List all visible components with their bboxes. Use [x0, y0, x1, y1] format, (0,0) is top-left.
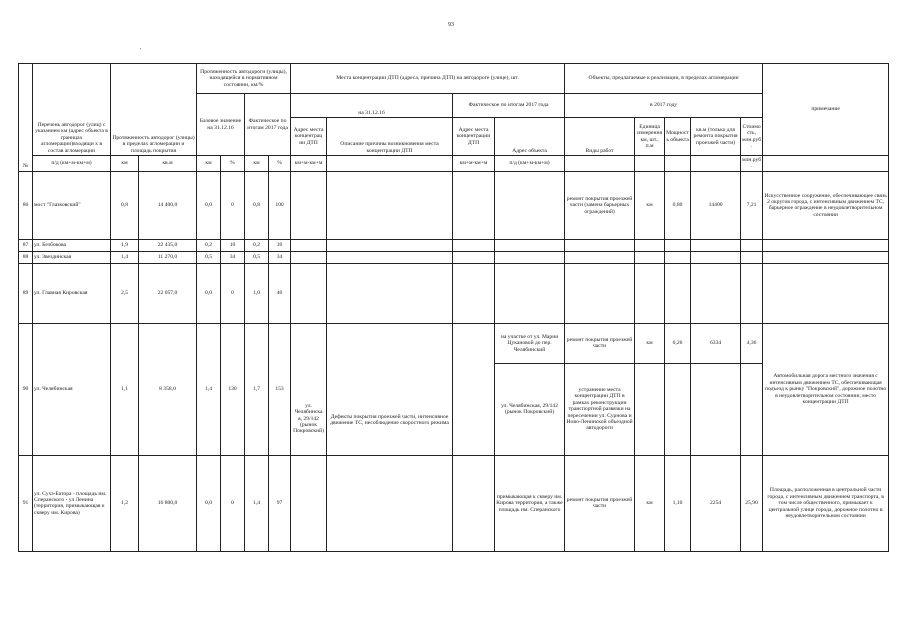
- row-fact-pct: 153: [269, 323, 291, 455]
- header-year2017: в 2017 году: [565, 94, 763, 118]
- header-dtp-group: Места концентрации ДТП (адреса, причина ДТП) на автодороге (улице), шт.: [291, 64, 565, 94]
- row-works: ремонт покрытия проезжей части (замена барьерных ограждений): [565, 171, 635, 239]
- unit-pd: п/д (км+м-км+м): [33, 156, 111, 172]
- header-objects-group: Объекты, предлагаемые к реализации, в пределах агломерации: [565, 64, 763, 94]
- row-sqm: 6334: [691, 323, 741, 363]
- header-note: примечание: [763, 64, 889, 156]
- row-area: 22 435,0: [139, 239, 197, 251]
- header-addr-dtp2: Адрес места концентрации ДТП: [453, 118, 495, 156]
- row-dtp-addr: [291, 455, 327, 551]
- row-dtp-addr2: [453, 455, 495, 551]
- header-unit: Единица измерения км, шт., п.м: [635, 118, 665, 156]
- header-obj-addr: Адрес объекта: [495, 118, 565, 156]
- header-addr-dtp: Адрес места концентрац ии ДТП: [291, 118, 327, 156]
- row-num: 88: [19, 251, 33, 263]
- table-row: [19, 263, 889, 323]
- unit-empty: [565, 156, 635, 172]
- unit-empty: [763, 156, 889, 172]
- header-on-date: на 31.12.16: [291, 94, 453, 118]
- row-length: 1,2: [111, 455, 139, 551]
- row-num: 86: [19, 171, 33, 239]
- row-num: 87: [19, 239, 33, 251]
- road-objects-table: [18, 63, 889, 552]
- row-sqm: [691, 363, 741, 455]
- row-fact-pct: 100: [269, 171, 291, 239]
- row-fact-km: 1,4: [245, 455, 269, 551]
- header-km-repair: кв.м (только для ремонта покрытия проезжей части): [691, 118, 741, 156]
- table-row: [19, 455, 889, 551]
- page-mark: ': [140, 48, 142, 54]
- row-obj-addr: [495, 171, 565, 239]
- unit-kmkm2: км+м-км+м: [453, 156, 495, 172]
- row-name: ул. Безбокова: [33, 239, 111, 251]
- header-num: №: [19, 64, 33, 172]
- row-note: Площадь, расположенная в центральной части города, с интенсивным движением транспорта, в том числе общественного, примыкает к центральной улице города, дорожное полотно в неудовлетворительном состоянии: [763, 455, 889, 551]
- row-works: ремонт покрытия проезжей части: [565, 323, 635, 363]
- row-obj-addr: примыкающая к скверу им. Кирова территория, а также площадь им. Сперанского: [495, 455, 565, 551]
- row-works: ремонт покрытия проезжей части: [565, 455, 635, 551]
- row-num: 91: [19, 455, 33, 551]
- row-length: 1,1: [111, 323, 139, 455]
- row-num: 90: [19, 323, 33, 455]
- unit-empty: [635, 156, 665, 172]
- unit-empty: [691, 156, 741, 172]
- row-name: ул. Главная Кировская: [33, 263, 111, 323]
- header-reason: Описание причины возникновения места концентрации ДТП: [327, 118, 453, 156]
- row-base-km: 0,0: [197, 171, 221, 239]
- row-area: 11 270,0: [139, 251, 197, 263]
- row-area: 14 400,0: [139, 171, 197, 239]
- header-base: Базовое значение на 31.12.16: [197, 94, 245, 156]
- row-fact-pct: 34: [269, 251, 291, 263]
- unit-empty: [665, 156, 691, 172]
- table-row: [19, 323, 889, 363]
- row-works: устранение места концентрации ДТП в рамках реконструкции транспортной развязки на пересечении ул. Сурнова и Ново-Ленинской объездной автодороги: [565, 363, 635, 455]
- row-base-km: 0,5: [197, 251, 221, 263]
- row-reason: Дефекты покрытия проезжей части, интенсивное движение ТС, несоблюдение скоростного режима: [327, 323, 453, 455]
- row-obj-addr: на участке от ул. Марии Цукановой до пер. Челябинский: [495, 323, 565, 363]
- row-name: ул. Звездинская: [33, 251, 111, 263]
- unit-pct: %: [221, 156, 245, 172]
- row-fact-pct: 10: [269, 239, 291, 251]
- row-unit: км: [635, 171, 665, 239]
- unit-km3: км: [245, 156, 269, 172]
- row-dtp-addr2: [453, 171, 495, 239]
- row-fact-pct: 40: [269, 263, 291, 323]
- row-sqm: 2254: [691, 455, 741, 551]
- header-length: Протяженность автодорог (улицы) в пределах агломерации и площадь покрытия: [111, 64, 197, 156]
- row-obj-addr: ул. Челябинская, 29/142 (рынок Покровский): [495, 363, 565, 455]
- row-base-pct: 0: [221, 455, 245, 551]
- row-base-pct: 130: [221, 323, 245, 455]
- unit-kmkm: км+м-км+м: [291, 156, 327, 172]
- row-cost: 25,90: [741, 455, 763, 551]
- row-dtp-addr2: [453, 323, 495, 455]
- row-dtp-addr: [291, 171, 327, 239]
- row-base-pct: 10: [221, 239, 245, 251]
- row-base-pct: 0: [221, 171, 245, 239]
- row-unit: [635, 363, 665, 455]
- row-power: [665, 363, 691, 455]
- row-base-pct: 0: [221, 263, 245, 323]
- row-reason: [327, 171, 453, 239]
- table-row: [19, 171, 889, 239]
- row-sqm: 14400: [691, 171, 741, 239]
- row-name: мост "Глазковский": [33, 171, 111, 239]
- row-fact-km: 1,7: [245, 323, 269, 455]
- table-row: [19, 251, 889, 263]
- row-base-km: 0,0: [197, 455, 221, 551]
- header-list: Перечень автодорог (улиц) с указанием км (адрес объекта в границах агломерации)входящи х в состав агломерации: [33, 64, 111, 156]
- row-dtp-addr: ул. Челябинска я, 29/142 (рынок Покровский): [291, 323, 327, 455]
- unit-km: км: [111, 156, 139, 172]
- unit-pd2: п/д (км+м-км+м): [495, 156, 565, 172]
- row-unit: км: [635, 323, 665, 363]
- header-fact-dtp: Фактическое по итогам 2017 года: [453, 94, 565, 118]
- row-unit: км: [635, 455, 665, 551]
- row-fact-km: 0,8: [245, 171, 269, 239]
- header-works: Виды работ: [565, 118, 635, 156]
- header-norm-group: Протяженность автодороги (улицы), находящейся в нормативном состоянии, км/%: [197, 64, 291, 94]
- row-power: 0,26: [665, 323, 691, 363]
- header-power: Мощность объекта: [665, 118, 691, 156]
- row-length: 1,4: [111, 251, 139, 263]
- row-length: 0,8: [111, 171, 139, 239]
- row-fact-km: 1,0: [245, 263, 269, 323]
- row-cost: 7,21: [741, 171, 763, 239]
- row-name: ул. Челябинская: [33, 323, 111, 455]
- row-length: 2,5: [111, 263, 139, 323]
- header-cost: Стоимость, млн.руб.: [741, 118, 763, 156]
- row-note: Автомобильная дорога местного значения с интенсивным движением ТС, обеспечивающая подъезд к рынку "Покровский", дорожное полотно в неудовлетворительном состоянии, место концентрации ДТП: [763, 323, 889, 455]
- row-note: Искусственное сооружение, обеспечивающее связь 2 округов города, с интенсивным движением ТС, барьерное ограждение в неудовлетворительном состоянии: [763, 171, 889, 239]
- row-name: ул. Сухэ-Батора - площадь им. Сперанского - ул Ленина (территория, примыкающая к скверу им. Кирова): [33, 455, 111, 551]
- row-power: 1,10: [665, 455, 691, 551]
- row-num: 89: [19, 263, 33, 323]
- row-area: 8 358,0: [139, 323, 197, 455]
- row-fact-km: 0,2: [245, 239, 269, 251]
- row-cost: 4,36: [741, 323, 763, 363]
- unit-empty: [327, 156, 453, 172]
- unit-kvm: кв.м: [139, 156, 197, 172]
- row-base-km: 0,0: [197, 263, 221, 323]
- table-row: [19, 239, 889, 251]
- row-fact-km: 0,5: [245, 251, 269, 263]
- header-fact2017: Фактическое по итогам 2017 года: [245, 94, 291, 156]
- unit-pct2: %: [269, 156, 291, 172]
- row-reason: [327, 455, 453, 551]
- row-area: 22 057,0: [139, 263, 197, 323]
- unit-km2: км: [197, 156, 221, 172]
- row-base-km: 1,4: [197, 323, 221, 455]
- unit-mlnrub: млн.руб.: [742, 157, 762, 170]
- page-number: 93: [448, 22, 454, 28]
- row-base-km: 0,2: [197, 239, 221, 251]
- row-base-pct: 34: [221, 251, 245, 263]
- row-area: 16 800,0: [139, 455, 197, 551]
- row-cost: [741, 363, 763, 455]
- row-power: 0,80: [665, 171, 691, 239]
- row-length: 1,9: [111, 239, 139, 251]
- row-fact-pct: 97: [269, 455, 291, 551]
